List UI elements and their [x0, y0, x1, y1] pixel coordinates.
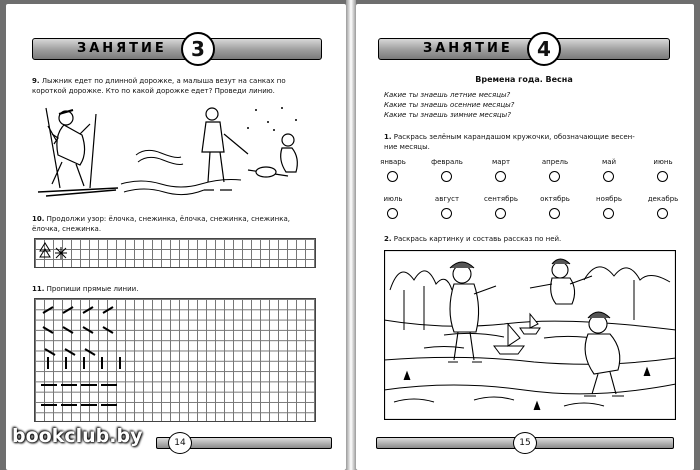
month-circle[interactable] [657, 171, 668, 182]
skier-and-sled-illustration [26, 100, 326, 204]
child-on-sled [248, 134, 297, 177]
line-samples [35, 299, 135, 423]
short-path [136, 150, 181, 157]
question-line: Какие ты знаешь осенние месяцы? [384, 101, 515, 109]
month-circle[interactable] [549, 171, 560, 182]
month-label: октябрь [540, 195, 570, 203]
question-line: Какие ты знаешь зимние месяцы? [384, 111, 511, 119]
month-label: сентябрь [484, 195, 518, 203]
task-number: 9. [32, 77, 40, 85]
month-circle[interactable] [603, 171, 614, 182]
month-label: май [601, 158, 617, 166]
skier-figure [38, 108, 118, 196]
questions-block [384, 90, 674, 120]
month-circle[interactable] [603, 208, 614, 219]
task-text-line: ние месяцы. [384, 143, 430, 151]
task-text-line: Лыжник едет по длинной дорожке, а малыша везут на санках по [41, 77, 286, 85]
lesson-banner-title: ЗАНЯТИЕ [77, 41, 167, 56]
lines-practice-grid[interactable] [34, 298, 316, 422]
month-label: март [491, 158, 511, 166]
month-circle[interactable] [495, 208, 506, 219]
task-2 [384, 234, 674, 244]
task-text-line: Продолжи узор: ёлочка, снежинка, ёлочка, снежинка, снежинка, [46, 215, 290, 223]
month-circle[interactable] [387, 171, 398, 182]
lesson-banner-right [378, 38, 670, 60]
pattern-sample [39, 239, 69, 269]
lesson-number-badge: 4 [527, 32, 561, 66]
spring-coloring-picture[interactable] [384, 250, 676, 420]
task-number: 10. [32, 215, 45, 223]
task-number: 1. [384, 133, 392, 141]
task-number: 11. [32, 285, 45, 293]
parent-figure [202, 108, 248, 190]
month-label: ноябрь [596, 195, 622, 203]
month-circle[interactable] [441, 171, 452, 182]
month-circle[interactable] [441, 208, 452, 219]
site-watermark: bookclub.by [12, 425, 143, 447]
month-label: апрель [541, 158, 569, 166]
task-1 [384, 132, 674, 152]
task-text-line: Раскрась зелёным карандашом кружочки, обозначающие весен- [393, 133, 635, 141]
month-label: декабрь [647, 195, 679, 203]
task-text-line: ёлочка, снежинка. [32, 225, 102, 233]
lesson-banner-title: ЗАНЯТИЕ [423, 41, 513, 56]
book-gutter [346, 0, 356, 470]
lesson-banner-left [32, 38, 322, 60]
long-path [121, 180, 241, 188]
lesson-number-badge: 3 [181, 32, 215, 66]
task-number: 2. [384, 235, 392, 243]
month-label: январь [380, 158, 406, 166]
task-text-line: Пропиши прямые линии. [46, 285, 139, 293]
month-label: февраль [431, 158, 463, 166]
right-page [356, 4, 694, 470]
question-line: Какие ты знаешь летние месяцы? [384, 91, 511, 99]
task-10 [32, 214, 332, 234]
task-text-line: Раскрась картинку и составь рассказ по ней. [393, 235, 562, 243]
page-number-left: 14 [168, 432, 192, 454]
month-label: июнь [653, 158, 673, 166]
snow-dots [247, 107, 297, 131]
page-number-right: 15 [513, 432, 537, 454]
task-text-line: короткой дорожке. Кто по какой дорожке едет? Проведи линию. [32, 87, 275, 95]
section-heading: Времена года. Весна [475, 75, 573, 84]
month-label: июль [383, 195, 403, 203]
month-label: август [434, 195, 460, 203]
pattern-grid[interactable] [34, 238, 316, 268]
month-circle[interactable] [657, 208, 668, 219]
left-page [6, 4, 346, 470]
task-11 [32, 284, 332, 294]
task-9 [32, 76, 332, 96]
month-circle[interactable] [495, 171, 506, 182]
month-circle[interactable] [549, 208, 560, 219]
month-circle[interactable] [387, 208, 398, 219]
